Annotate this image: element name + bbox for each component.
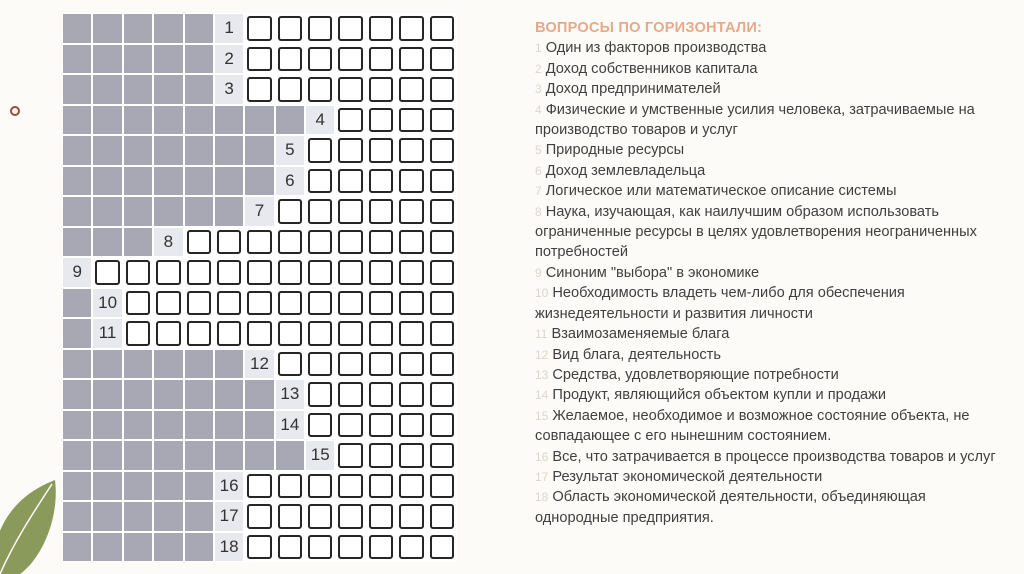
answer-cell[interactable]: [396, 349, 426, 380]
clue-text: Физические и умственные усилия человека, затрачиваемые на производство товаров и услуг: [535, 101, 975, 139]
clues-title: ВОПРОСЫ ПО ГОРИЗОНТАЛИ:: [535, 20, 763, 36]
clue-number: 2: [535, 61, 542, 76]
shaded-cell: [123, 379, 153, 410]
shaded-cell: [123, 532, 153, 563]
clue-text: Один из факторов производства: [545, 40, 767, 57]
shaded-cell: [62, 501, 92, 532]
clue-number: 6: [535, 163, 542, 178]
answer-cell[interactable]: [396, 44, 426, 75]
shaded-cell: [214, 440, 244, 471]
answer-cell[interactable]: [427, 349, 457, 380]
answer-cell[interactable]: [366, 44, 396, 75]
answer-cell[interactable]: [427, 410, 457, 441]
clue-item: [535, 202, 1005, 263]
shaded-cell: [62, 532, 92, 563]
clue-item: [535, 406, 1005, 447]
answer-cell[interactable]: [153, 318, 183, 349]
shaded-cell: [214, 166, 244, 197]
answer-cell[interactable]: [366, 471, 396, 502]
shaded-cell: [123, 74, 153, 105]
clue-item: [535, 181, 1005, 201]
row-number-cell: 4: [305, 105, 335, 136]
answer-cell[interactable]: [244, 13, 274, 44]
shaded-cell: [214, 196, 244, 227]
answer-cell[interactable]: [305, 196, 335, 227]
answer-cell[interactable]: [275, 74, 305, 105]
answer-cell[interactable]: [335, 440, 365, 471]
answer-cell[interactable]: [396, 227, 426, 258]
answer-cell[interactable]: [335, 44, 365, 75]
answer-cell[interactable]: [335, 135, 365, 166]
answer-cell[interactable]: [427, 379, 457, 410]
answer-cell[interactable]: [366, 501, 396, 532]
answer-cell[interactable]: [275, 13, 305, 44]
answer-cell[interactable]: [335, 105, 365, 136]
answer-cell[interactable]: [305, 532, 335, 563]
shaded-cell: [92, 410, 122, 441]
answer-cell[interactable]: [427, 135, 457, 166]
shaded-cell: [153, 532, 183, 563]
clue-text: Продукт, являющийся объектом купли и продажи: [552, 387, 887, 404]
shaded-cell: [92, 13, 122, 44]
clue-item: [535, 487, 1005, 528]
row-number-cell: 8: [153, 227, 183, 258]
answer-cell[interactable]: [214, 318, 244, 349]
answer-cell[interactable]: [244, 501, 274, 532]
answer-cell[interactable]: [123, 288, 153, 319]
answer-cell[interactable]: [244, 532, 274, 563]
shaded-cell: [153, 44, 183, 75]
answer-cell[interactable]: [305, 501, 335, 532]
clue-number: 12: [535, 347, 549, 362]
row-number-cell: 11: [92, 318, 122, 349]
clue-text: Результат экономической деятельности: [552, 468, 823, 485]
answer-cell[interactable]: [184, 257, 214, 288]
clue-number: 13: [535, 367, 549, 382]
answer-cell[interactable]: [396, 440, 426, 471]
shaded-cell: [92, 74, 122, 105]
clue-number: 15: [535, 408, 549, 423]
answer-cell[interactable]: [275, 227, 305, 258]
answer-cell[interactable]: [396, 379, 426, 410]
clue-item: [535, 324, 1005, 344]
shaded-cell: [62, 440, 92, 471]
clue-item: [535, 140, 1005, 160]
shaded-cell: [153, 471, 183, 502]
shaded-cell: [184, 410, 214, 441]
shaded-cell: [214, 135, 244, 166]
clue-text: Все, что затрачивается в процессе производства товаров и услуг: [552, 448, 996, 465]
shaded-cell: [62, 196, 92, 227]
answer-cell[interactable]: [335, 196, 365, 227]
row-number-cell: 1: [214, 13, 244, 44]
clue-number: 17: [535, 469, 549, 484]
answer-cell[interactable]: [396, 501, 426, 532]
clue-number: 9: [535, 265, 542, 280]
shaded-cell: [275, 105, 305, 136]
clues-panel: [535, 18, 1005, 528]
answer-cell[interactable]: [244, 318, 274, 349]
answer-cell[interactable]: [427, 227, 457, 258]
answer-cell[interactable]: [92, 257, 122, 288]
answer-cell[interactable]: [427, 532, 457, 563]
answer-cell[interactable]: [427, 196, 457, 227]
answer-cell[interactable]: [123, 318, 153, 349]
answer-cell[interactable]: [335, 288, 365, 319]
shaded-cell: [62, 410, 92, 441]
clue-text: Доход собственников капитала: [545, 60, 758, 77]
answer-cell[interactable]: [305, 135, 335, 166]
answer-cell[interactable]: [244, 471, 274, 502]
shaded-cell: [92, 471, 122, 502]
row-number-cell: 7: [244, 196, 274, 227]
shaded-cell: [244, 105, 274, 136]
row-number-cell: 18: [214, 532, 244, 563]
shaded-cell: [123, 471, 153, 502]
answer-cell[interactable]: [335, 379, 365, 410]
answer-cell[interactable]: [244, 44, 274, 75]
answer-cell[interactable]: [275, 257, 305, 288]
answer-cell[interactable]: [244, 257, 274, 288]
clue-number: 11: [535, 327, 548, 342]
shaded-cell: [92, 532, 122, 563]
shaded-cell: [244, 440, 274, 471]
clue-text: Логическое или математическое описание системы: [545, 183, 897, 200]
shaded-cell: [92, 379, 122, 410]
row-number-cell: 9: [62, 257, 92, 288]
answer-cell[interactable]: [427, 440, 457, 471]
clue-text: Доход предпринимателей: [545, 81, 721, 98]
answer-cell[interactable]: [305, 471, 335, 502]
row-number-cell: 15: [305, 440, 335, 471]
answer-cell[interactable]: [366, 410, 396, 441]
clue-text: Взаимозаменяемые блага: [551, 326, 730, 343]
clue-text: Необходимость владеть чем-либо для обеспечения жизнедеятельности и развития личности: [535, 285, 905, 322]
clue-item: [535, 100, 1005, 141]
answer-cell[interactable]: [275, 532, 305, 563]
row-number-cell: 3: [214, 74, 244, 105]
shaded-cell: [153, 105, 183, 136]
answer-cell[interactable]: [366, 532, 396, 563]
answer-cell[interactable]: [366, 166, 396, 197]
shaded-cell: [275, 440, 305, 471]
row-number-cell: 16: [214, 471, 244, 502]
shaded-cell: [153, 379, 183, 410]
shaded-cell: [92, 135, 122, 166]
clue-item: [535, 59, 1005, 79]
shaded-cell: [184, 349, 214, 380]
shaded-cell: [184, 74, 214, 105]
answer-cell[interactable]: [335, 349, 365, 380]
shaded-cell: [184, 135, 214, 166]
answer-cell[interactable]: [427, 105, 457, 136]
answer-cell[interactable]: [396, 166, 426, 197]
clue-number: 7: [535, 184, 542, 199]
answer-cell[interactable]: [335, 532, 365, 563]
shaded-cell: [62, 13, 92, 44]
answer-cell[interactable]: [427, 318, 457, 349]
answer-cell[interactable]: [123, 257, 153, 288]
answer-cell[interactable]: [275, 318, 305, 349]
clue-text: Синоним "выбора" в экономике: [545, 264, 760, 281]
answer-cell[interactable]: [427, 501, 457, 532]
clue-item: [535, 345, 1005, 365]
answer-cell[interactable]: [275, 44, 305, 75]
shaded-cell: [123, 440, 153, 471]
shaded-cell: [153, 74, 183, 105]
shaded-cell: [184, 44, 214, 75]
shaded-cell: [62, 227, 92, 258]
shaded-cell: [214, 379, 244, 410]
shaded-cell: [184, 166, 214, 197]
answer-cell[interactable]: [396, 13, 426, 44]
shaded-cell: [153, 166, 183, 197]
shaded-cell: [92, 166, 122, 197]
shaded-cell: [62, 349, 92, 380]
row-number-cell: 2: [214, 44, 244, 75]
answer-cell[interactable]: [335, 501, 365, 532]
shaded-cell: [123, 166, 153, 197]
shaded-cell: [244, 379, 274, 410]
shaded-cell: [184, 532, 214, 563]
clue-item: [535, 38, 1005, 58]
answer-cell[interactable]: [305, 44, 335, 75]
answer-cell[interactable]: [305, 74, 335, 105]
answer-cell[interactable]: [366, 379, 396, 410]
answer-cell[interactable]: [335, 227, 365, 258]
shaded-cell: [214, 349, 244, 380]
answer-cell[interactable]: [366, 74, 396, 105]
answer-cell[interactable]: [366, 13, 396, 44]
shaded-cell: [123, 227, 153, 258]
shaded-cell: [62, 74, 92, 105]
answer-cell[interactable]: [396, 135, 426, 166]
answer-cell[interactable]: [305, 13, 335, 44]
row-number-cell: 12: [244, 349, 274, 380]
answer-cell[interactable]: [396, 105, 426, 136]
clue-number: 16: [535, 449, 549, 464]
shaded-cell: [92, 227, 122, 258]
shaded-cell: [184, 105, 214, 136]
row-number-cell: 6: [275, 166, 305, 197]
answer-cell[interactable]: [366, 135, 396, 166]
shaded-cell: [123, 410, 153, 441]
clue-number: 10: [535, 286, 549, 301]
shaded-cell: [123, 13, 153, 44]
shaded-cell: [62, 288, 92, 319]
answer-cell[interactable]: [396, 74, 426, 105]
answer-cell[interactable]: [396, 257, 426, 288]
shaded-cell: [123, 501, 153, 532]
answer-cell[interactable]: [396, 318, 426, 349]
shaded-cell: [92, 440, 122, 471]
shaded-cell: [123, 105, 153, 136]
clue-item: [535, 467, 1005, 487]
answer-cell[interactable]: [427, 166, 457, 197]
answer-cell[interactable]: [335, 257, 365, 288]
shaded-cell: [184, 501, 214, 532]
answer-cell[interactable]: [184, 227, 214, 258]
answer-cell[interactable]: [184, 318, 214, 349]
shaded-cell: [244, 410, 274, 441]
ring-bullet-icon: [10, 106, 20, 116]
shaded-cell: [184, 13, 214, 44]
shaded-cell: [153, 13, 183, 44]
answer-cell[interactable]: [427, 74, 457, 105]
answer-cell[interactable]: [427, 257, 457, 288]
answer-cell[interactable]: [427, 44, 457, 75]
answer-cell[interactable]: [275, 471, 305, 502]
clue-item: [535, 385, 1005, 405]
answer-cell[interactable]: [244, 288, 274, 319]
answer-cell[interactable]: [244, 74, 274, 105]
answer-cell[interactable]: [214, 227, 244, 258]
clue-item: [535, 365, 1005, 385]
clue-number: 18: [535, 490, 549, 505]
answer-cell[interactable]: [335, 166, 365, 197]
clue-number: 1: [535, 41, 542, 56]
shaded-cell: [62, 44, 92, 75]
answer-cell[interactable]: [305, 318, 335, 349]
shaded-cell: [184, 440, 214, 471]
shaded-cell: [123, 44, 153, 75]
clue-item: [535, 161, 1005, 181]
answer-cell[interactable]: [184, 288, 214, 319]
clue-number: 3: [535, 82, 542, 97]
answer-cell[interactable]: [427, 13, 457, 44]
answer-cell[interactable]: [366, 288, 396, 319]
shaded-cell: [62, 379, 92, 410]
shaded-cell: [123, 349, 153, 380]
clue-number: 14: [535, 388, 549, 403]
clue-text: Средства, удовлетворяющие потребности: [552, 366, 839, 383]
clue-text: Область экономической деятельности, объединяющая однородные предприятия.: [535, 489, 926, 526]
answer-cell[interactable]: [244, 227, 274, 258]
answer-cell[interactable]: [335, 410, 365, 441]
clue-number: 8: [535, 204, 542, 219]
row-number-cell: 17: [214, 501, 244, 532]
shaded-cell: [62, 105, 92, 136]
answer-cell[interactable]: [366, 105, 396, 136]
clue-item: [535, 79, 1005, 99]
answer-cell[interactable]: [396, 288, 426, 319]
answer-cell[interactable]: [305, 349, 335, 380]
shaded-cell: [244, 166, 274, 197]
clue-list: [535, 38, 1005, 528]
clue-item: [535, 263, 1005, 283]
answer-cell[interactable]: [396, 471, 426, 502]
answer-cell[interactable]: [335, 471, 365, 502]
clue-text: Доход землевладельца: [545, 162, 706, 179]
answer-cell[interactable]: [396, 532, 426, 563]
answer-cell[interactable]: [366, 349, 396, 380]
answer-cell[interactable]: [305, 410, 335, 441]
answer-cell[interactable]: [275, 501, 305, 532]
row-number-cell: 10: [92, 288, 122, 319]
answer-cell[interactable]: [153, 288, 183, 319]
leaf-decoration: [0, 470, 60, 574]
row-number-cell: 14: [275, 410, 305, 441]
shaded-cell: [214, 410, 244, 441]
answer-cell[interactable]: [366, 440, 396, 471]
answer-cell[interactable]: [305, 166, 335, 197]
answer-cell[interactable]: [275, 349, 305, 380]
clue-text: Наука, изучающая, как наилучшим образом использовать ограниченные ресурсы в целях удовлетворения неограниченных потребностей: [535, 203, 977, 261]
shaded-cell: [92, 105, 122, 136]
answer-cell[interactable]: [396, 410, 426, 441]
shaded-cell: [153, 349, 183, 380]
answer-cell[interactable]: [427, 471, 457, 502]
crossword-grid: [62, 13, 457, 562]
shaded-cell: [92, 196, 122, 227]
shaded-cell: [92, 501, 122, 532]
shaded-cell: [153, 440, 183, 471]
answer-cell[interactable]: [396, 196, 426, 227]
answer-cell[interactable]: [275, 196, 305, 227]
shaded-cell: [184, 196, 214, 227]
shaded-cell: [184, 379, 214, 410]
answer-cell[interactable]: [427, 288, 457, 319]
clue-text: Желаемое, необходимое и возможное состояние объекта, не совпадающее с его нынешним состоянием.: [535, 407, 970, 445]
answer-cell[interactable]: [305, 379, 335, 410]
shaded-cell: [62, 135, 92, 166]
clue-number: 5: [535, 143, 542, 158]
answer-cell[interactable]: [335, 13, 365, 44]
answer-cell[interactable]: [366, 318, 396, 349]
clue-text: Природные ресурсы: [545, 142, 685, 159]
shaded-cell: [214, 105, 244, 136]
answer-cell[interactable]: [305, 257, 335, 288]
answer-cell[interactable]: [335, 318, 365, 349]
shaded-cell: [123, 135, 153, 166]
shaded-cell: [92, 349, 122, 380]
shaded-cell: [184, 471, 214, 502]
shaded-cell: [244, 135, 274, 166]
shaded-cell: [153, 501, 183, 532]
answer-cell[interactable]: [305, 288, 335, 319]
answer-cell[interactable]: [214, 257, 244, 288]
answer-cell[interactable]: [153, 257, 183, 288]
shaded-cell: [153, 135, 183, 166]
answer-cell[interactable]: [214, 288, 244, 319]
shaded-cell: [62, 471, 92, 502]
shaded-cell: [153, 410, 183, 441]
clue-number: 4: [535, 102, 542, 117]
shaded-cell: [92, 44, 122, 75]
shaded-cell: [123, 196, 153, 227]
shaded-cell: [62, 166, 92, 197]
clue-item: [535, 283, 1005, 324]
answer-cell[interactable]: [305, 227, 335, 258]
row-number-cell: 13: [275, 379, 305, 410]
clue-text: Вид блага, деятельность: [552, 346, 721, 363]
clue-item: [535, 447, 1005, 467]
answer-cell[interactable]: [366, 227, 396, 258]
row-number-cell: 5: [275, 135, 305, 166]
answer-cell[interactable]: [335, 74, 365, 105]
answer-cell[interactable]: [275, 288, 305, 319]
shaded-cell: [62, 318, 92, 349]
answer-cell[interactable]: [366, 196, 396, 227]
shaded-cell: [153, 196, 183, 227]
answer-cell[interactable]: [366, 257, 396, 288]
